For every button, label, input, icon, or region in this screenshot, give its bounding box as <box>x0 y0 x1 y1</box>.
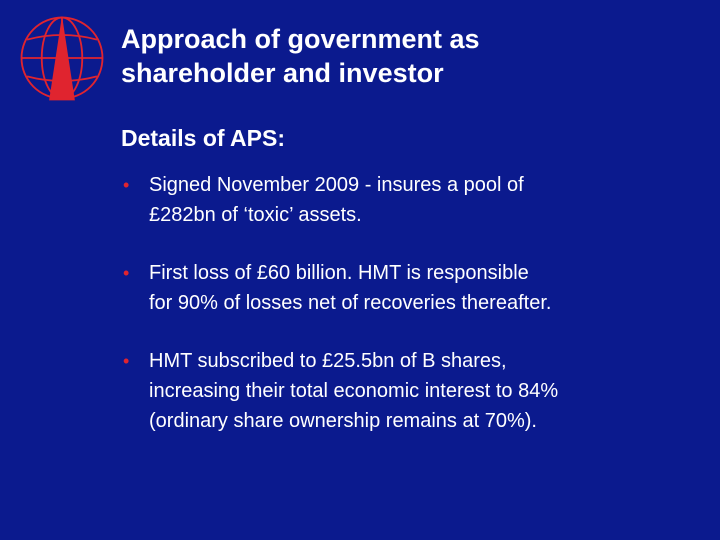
bullet-marker: • <box>123 351 130 371</box>
bullet-text-line: First loss of £60 billion. HMT is responsible <box>149 262 529 284</box>
slide-title-line-2: shareholder and investor <box>121 58 444 88</box>
slide-title <box>121 22 681 90</box>
bullet-item <box>121 258 681 318</box>
globe-triangle-logo-icon <box>16 12 108 104</box>
bullet-marker: • <box>123 263 130 283</box>
bullet-marker: • <box>123 175 130 195</box>
bullet-text-line: (ordinary share ownership remains at 70%). <box>149 410 537 432</box>
section-heading: Details of APS: <box>121 125 286 151</box>
bullet-item <box>121 346 681 436</box>
bullet-item <box>121 170 681 230</box>
bullet-text-line: increasing their total economic interest to 84% <box>149 380 559 402</box>
bullet-text-line: £282bn of ‘toxic’ assets. <box>149 204 362 226</box>
bullet-list <box>121 170 681 464</box>
bullet-text-line: HMT subscribed to £25.5bn of B shares, <box>149 350 507 372</box>
bullet-text-line: for 90% of losses net of recoveries thereafter. <box>149 292 552 314</box>
slide-title-line-1: Approach of government as <box>121 24 480 54</box>
bullet-text-line: Signed November 2009 - insures a pool of <box>149 174 524 196</box>
